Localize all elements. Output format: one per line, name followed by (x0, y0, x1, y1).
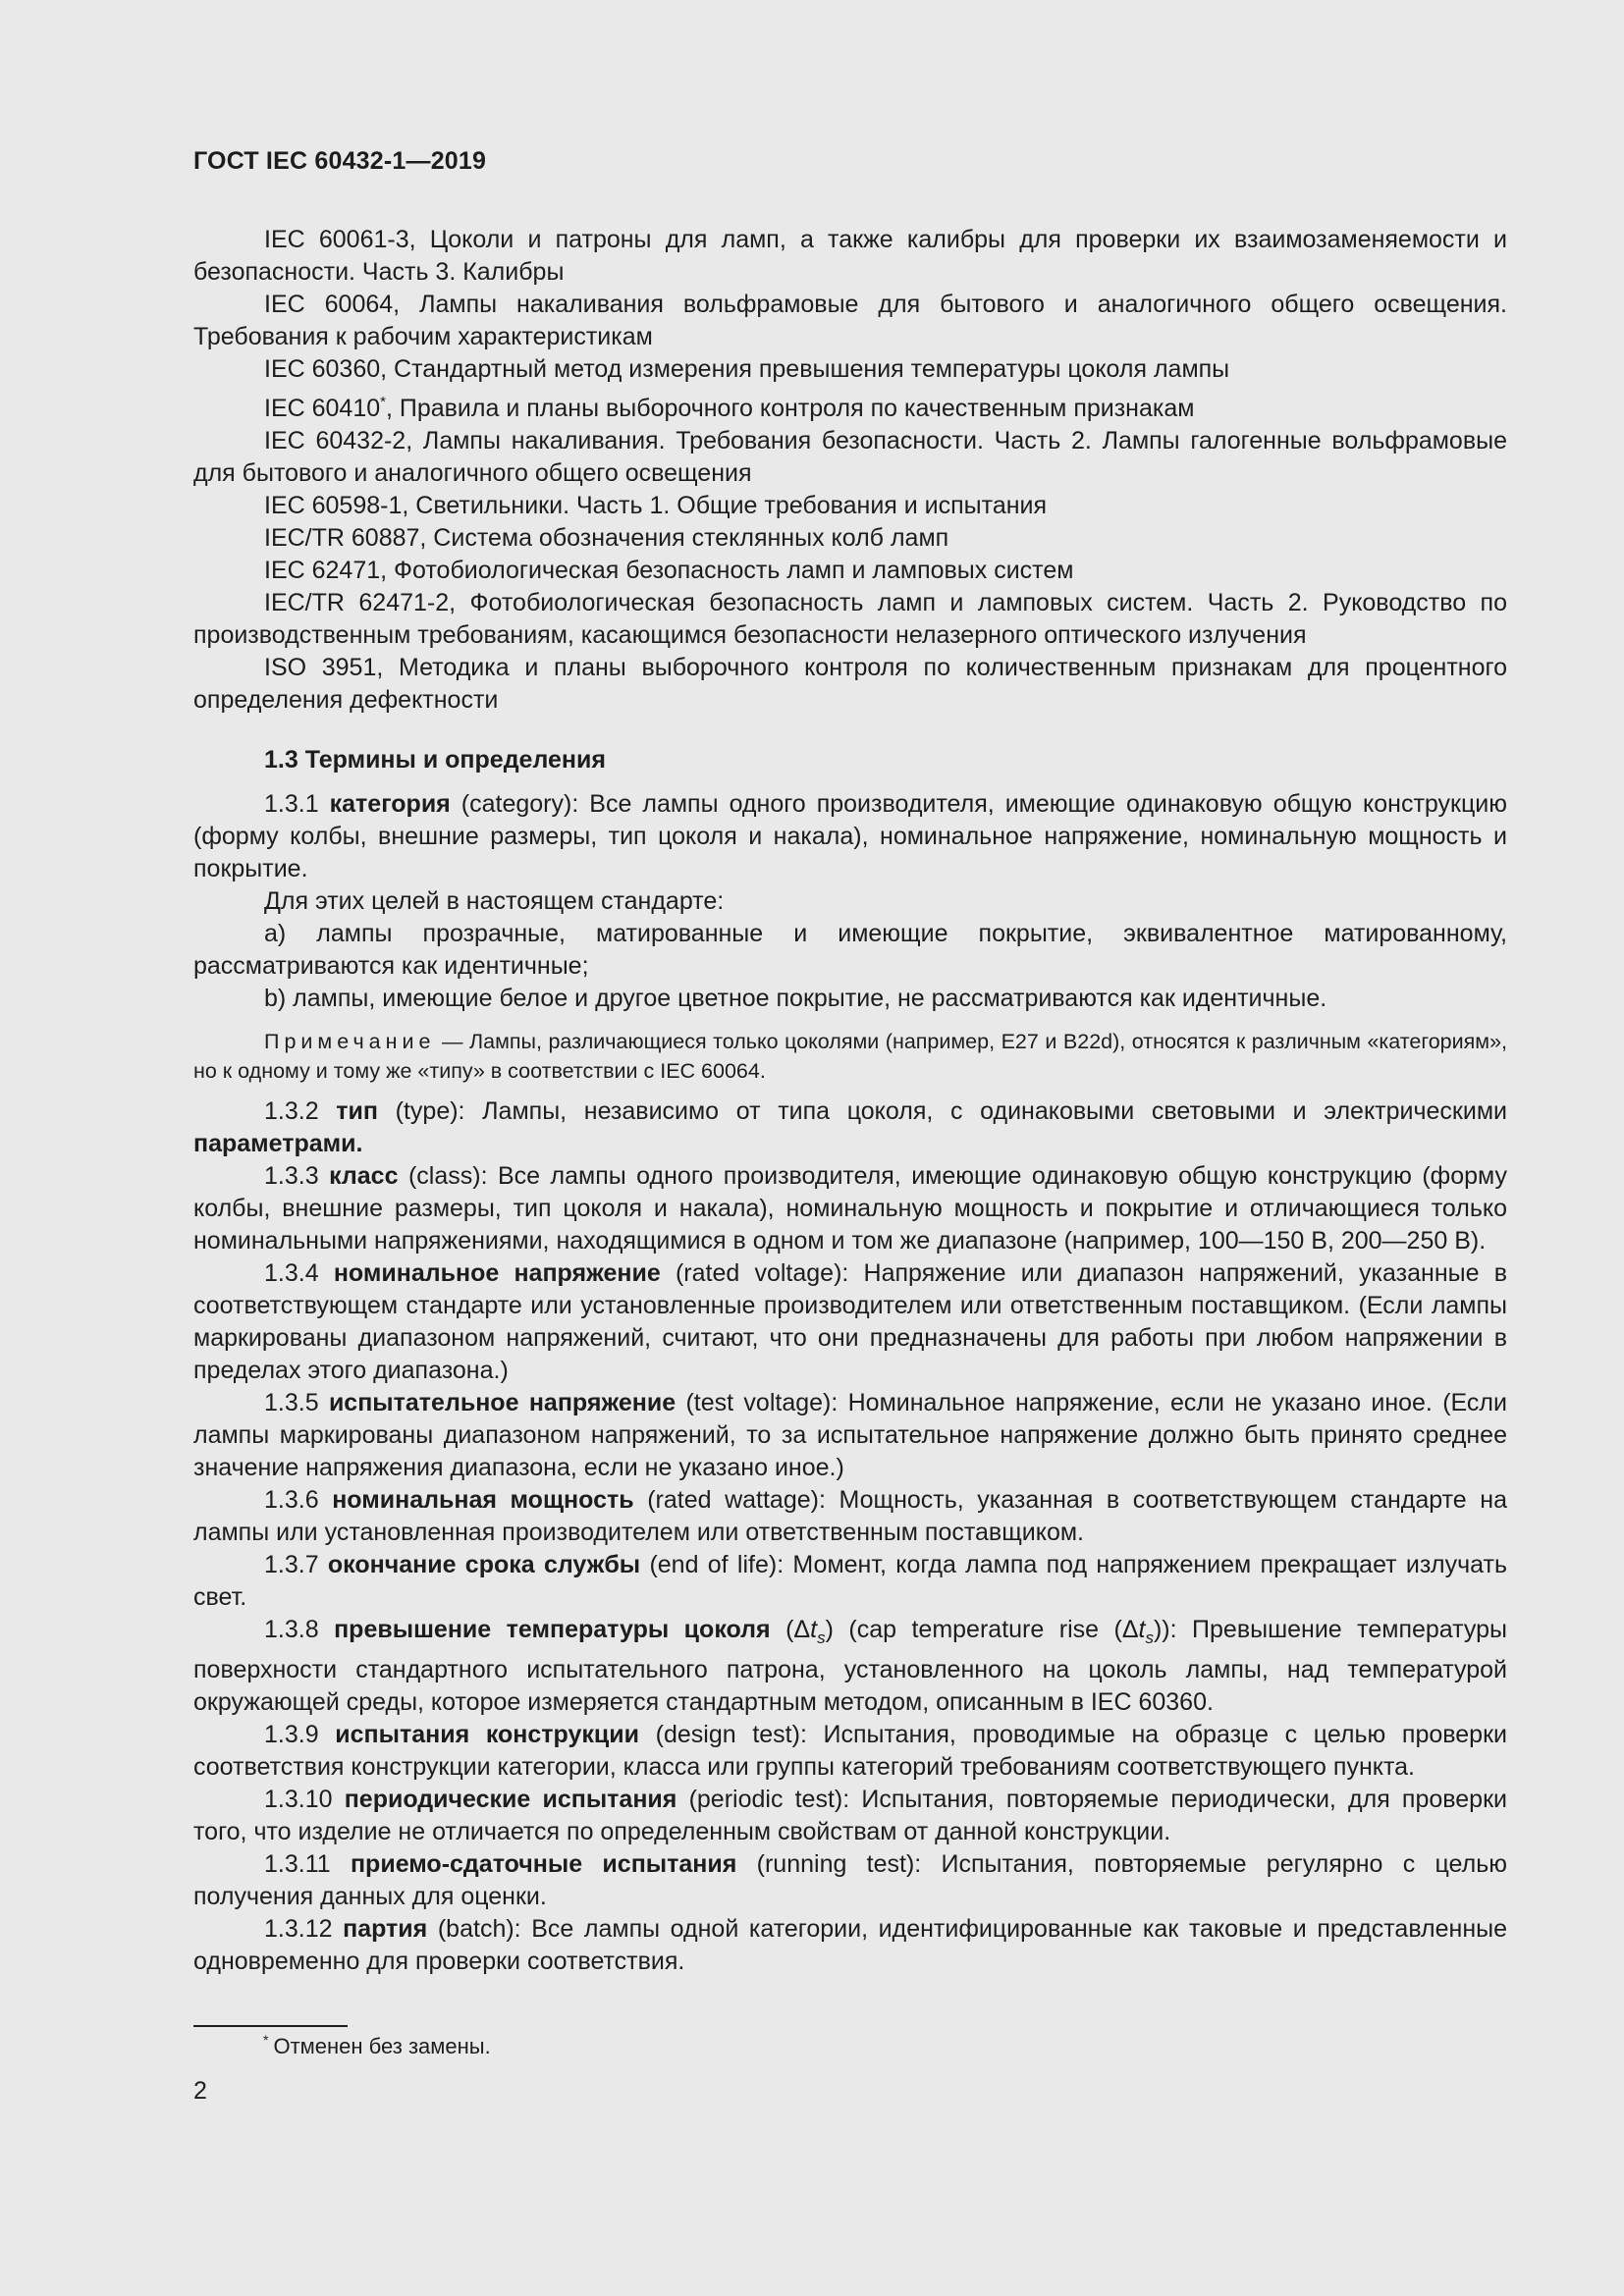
page-number: 2 (193, 2077, 207, 2105)
term-1-3-1-intro: Для этих целей в настоящем стандарте: (264, 887, 725, 915)
ref-iec-60064: IEC 60064, Лампы накаливания вольфрамовые для бытового и аналогичного общего освещения. Требования к рабочим характеристикам (193, 291, 1507, 350)
footnote-text: Отменен без замены. (273, 2034, 491, 2058)
term-definition: (test voltage): Номинальное напряжение, если не указано иное. (Если лампы маркированы диапазоном напряжений, то за испытательное напряжение должно быть принято среднее значение напряжения диапазона, если не указано иное.) (193, 1389, 1507, 1481)
term-number: 1.3.8 (264, 1616, 335, 1643)
ref-iec-60410 (193, 386, 1507, 425)
term-name: приемо-сдаточные испытания (350, 1850, 737, 1878)
term-number: 1.3.1 (264, 790, 330, 818)
term-name: испытательное напряжение (328, 1389, 677, 1416)
term-name: номинальная мощность (332, 1486, 634, 1514)
term-1-3-1 (193, 788, 1507, 885)
term-number: 1.3.7 (264, 1551, 328, 1578)
term-definition: (type): Лампы, независимо от типа цоколя, с одинаковыми световыми и электрическими (377, 1097, 1507, 1125)
symbol-sub-s: s (1145, 1629, 1154, 1647)
term-number: 1.3.5 (264, 1389, 329, 1416)
ref-iec-tr-62471-2: IEC/TR 62471-2, Фотобиологическая безопасность ламп и ламповых систем. Часть 2. Руководство по производственным требованиям, касающимся безопасности нелазерного оптического излучения (193, 589, 1507, 649)
term-name: номинальное напряжение (333, 1259, 661, 1287)
term-1-3-3 (193, 1160, 1507, 1257)
ref-iec-60360: IEC 60360, Стандартный метод измерения превышения температуры цоколя лампы (264, 355, 1230, 383)
term-definition: (category): Все лампы одного производителя, имеющие одинаковую общую конструкцию (форму колбы, внешние размеры, тип цоколя и накала), номинальное напряжение, номинальную мощность и покрытие. (193, 790, 1507, 882)
term-english: ) (cap temperature rise (Δ (825, 1616, 1139, 1643)
term-definition: )): Превышение температуры поверхности стандартного испытательного патрона, установленного на цоколь лампы, над температурой окружающей среды, которое измеряется стандартным методом, описанным в IEC 60360. (193, 1616, 1507, 1716)
ref-iec-60598-1: IEC 60598-1, Светильники. Часть 1. Общие требования и испытания (264, 492, 1048, 519)
ref-iec-tr-60887: IEC/TR 60887, Система обозначения стеклянных колб ламп (264, 524, 949, 552)
term-number: 1.3.12 (264, 1915, 344, 1943)
term-number: 1.3.11 (264, 1850, 351, 1878)
ref-code: IEC 60410 (264, 395, 381, 422)
term-1-3-2 (193, 1095, 1507, 1160)
term-name: тип (336, 1097, 378, 1125)
page-header: ГОСТ IEC 60432-1—2019 (193, 147, 487, 175)
symbol-t: t (1138, 1616, 1146, 1643)
ref-iec-60432-2: IEC 60432-2, Лампы накаливания. Требования безопасности. Часть 2. Лампы галогенные вольфрамовые для бытового и аналогичного общего освещения (193, 427, 1507, 487)
term-definition: (periodic test): Испытания, повторяемые периодически, для проверки того, что изделие не отличается по определенным свойствам от данной конструкции. (193, 1786, 1507, 1845)
term-definition: (class): Все лампы одного производителя, имеющие одинаковую общую конструкцию (форму колбы, внешние размеры, тип цоколя и накала), номинальную мощность и покрытие и отличающиеся только номинальными напряжениями, находящимися в одном и том же диапазоне (например, 100—150 В, 200—250 В). (193, 1162, 1507, 1255)
term-1-3-8 (193, 1614, 1507, 1719)
footnote-divider (193, 2025, 348, 2027)
term-1-3-6 (193, 1484, 1507, 1549)
term-definition: (rated voltage): Напряжение или диапазон напряжений, указанные в соответствующем стандарте или установленные производителем или ответственным поставщиком. (Если лампы маркированы диапазоном напряжений, считают, что они предназначены для работы при любом напряжении в пределах этого диапазона.) (193, 1259, 1507, 1384)
ref-iso-3951: ISO 3951, Методика и планы выборочного контроля по количественным признакам для процентного определения дефектности (193, 654, 1507, 714)
term-1-3-5 (193, 1387, 1507, 1484)
note-text: — Лампы, различающиеся только цоколями (например, E27 и B22d), относятся к различным «категориям», но к одному и тому же «типу» в соответствии с IEC 60064. (193, 1030, 1507, 1083)
term-name: класс (329, 1162, 399, 1190)
term-definition-bold-tail: параметрами. (193, 1130, 363, 1157)
term-name: окончание срока службы (327, 1551, 641, 1578)
term-name: партия (343, 1915, 428, 1943)
term-name: периодические испытания (344, 1786, 677, 1813)
term-definition: (batch): Все лампы одной категории, идентифицированные как таковые и представленные одновременно для проверки соответствия. (193, 1915, 1508, 1975)
term-definition: (running test): Испытания, повторяемые регулярно с целью получения данных для оценки. (193, 1850, 1507, 1910)
term-1-3-4 (193, 1257, 1507, 1387)
term-number: 1.3.10 (264, 1786, 345, 1813)
ref-iec-60061-3: IEC 60061-3, Цоколи и патроны для ламп, а также калибры для проверки их взаимозаменяемости и безопасности. Часть 3. Калибры (193, 226, 1507, 286)
term-1-3-1-item-a: a) лампы прозрачные, матированные и имеющие покрытие, эквивалентное матированному, рассматриваются как идентичные; (193, 920, 1507, 980)
ref-iec-62471: IEC 62471, Фотобиологическая безопасность ламп и ламповых систем (264, 557, 1074, 584)
term-1-3-9 (193, 1719, 1507, 1784)
term-number: 1.3.6 (264, 1486, 333, 1514)
ref-text: , Правила и планы выборочного контроля по качественным признакам (385, 395, 1195, 422)
term-1-3-1-item-b: b) лампы, имеющие белое и другое цветное покрытие, не рассматриваются как идентичные. (264, 985, 1327, 1012)
page-body (193, 224, 1507, 1978)
term-definition: (design test): Испытания, проводимые на образце с целью проверки соответствия конструкции категории, класса или группы категорий требованиям соответствующего пункта. (193, 1721, 1507, 1781)
note-label: Примечание (264, 1030, 436, 1053)
term-number: 1.3.9 (264, 1721, 336, 1748)
footnote (263, 2032, 491, 2059)
term-number: 1.3.2 (264, 1097, 337, 1125)
term-1-3-12 (193, 1913, 1507, 1978)
note (193, 1027, 1507, 1086)
footnote-marker: * (263, 2032, 269, 2048)
term-name: испытания конструкции (335, 1721, 640, 1748)
term-1-3-7 (193, 1549, 1507, 1614)
term-number: 1.3.4 (264, 1259, 334, 1287)
section-heading: 1.3 Термины и определения (264, 746, 606, 774)
term-1-3-11 (193, 1848, 1507, 1913)
symbol-delta: (Δ (770, 1616, 811, 1643)
footnote-marker: * (380, 394, 386, 410)
term-definition: (rated wattage): Мощность, указанная в соответствующем стандарте на лампы или установленная производителем или ответственным поставщиком. (193, 1486, 1507, 1546)
term-definition: (end of life): Момент, когда лампа под напряжением прекращает излучать свет. (193, 1551, 1507, 1611)
term-1-3-10 (193, 1784, 1507, 1848)
term-name: категория (329, 790, 451, 818)
symbol-sub-s: s (817, 1629, 826, 1647)
term-number: 1.3.3 (264, 1162, 330, 1190)
symbol-t: t (810, 1616, 818, 1643)
term-name: превышение температуры цоколя (334, 1616, 771, 1643)
